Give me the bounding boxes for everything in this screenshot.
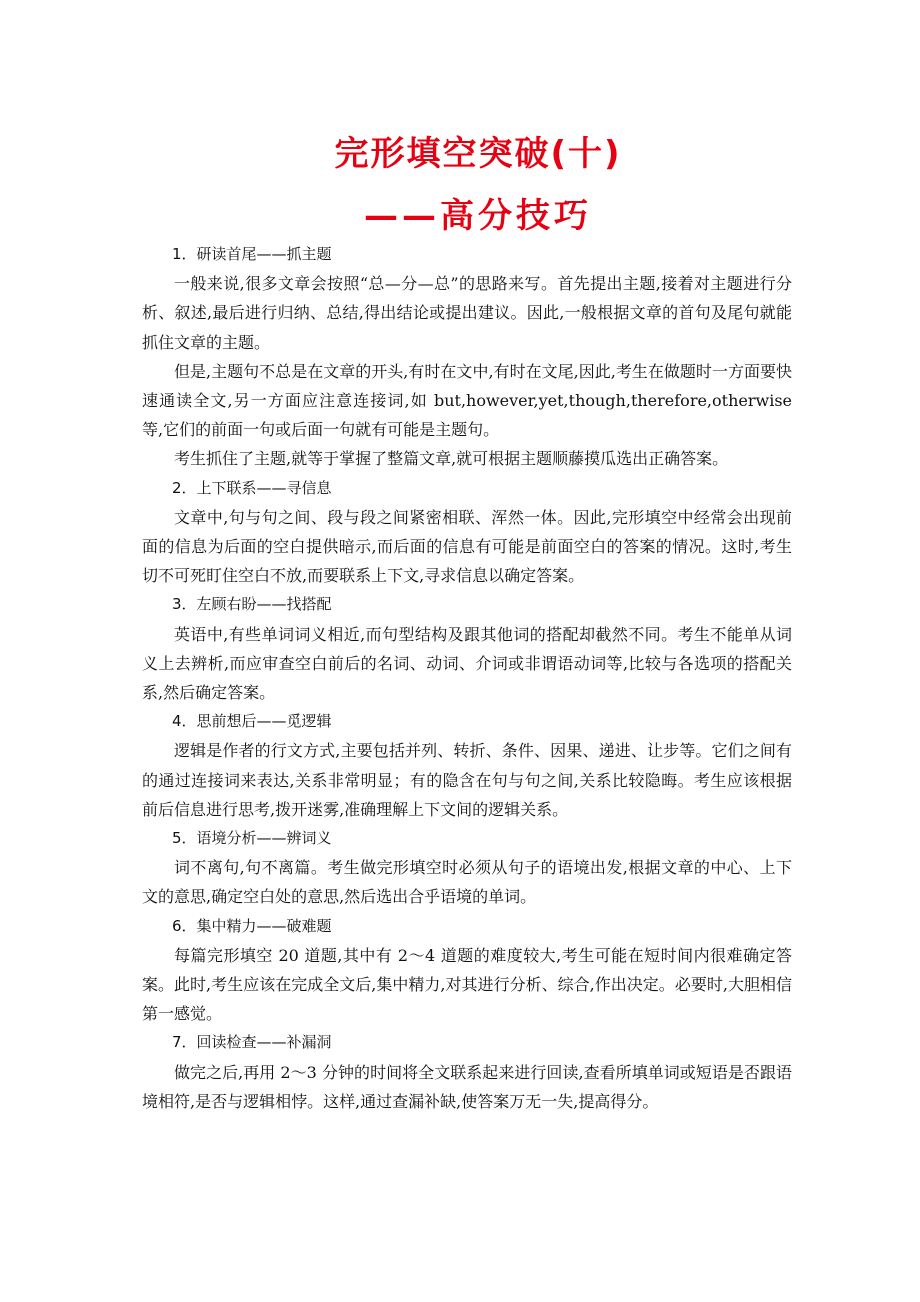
section-heading: 4．思前想后——觅逻辑 [172, 712, 332, 731]
document-subtitle: ——高分技巧 [364, 196, 592, 236]
document-body [142, 240, 792, 1116]
section-heading: 2．上下联系——寻信息 [172, 478, 332, 497]
section-2 [142, 474, 792, 591]
section-paragraph: 词不离句,句不离篇。考生做完形填空时必须从句子的语境出发,根据文章的中心、上下文的意思,确定空白处的意思,然后选出合乎语境的单词。 [142, 858, 792, 907]
section-heading: 7．回读检查——补漏洞 [172, 1033, 332, 1052]
section-heading: 3．左顾右盼——找搭配 [172, 595, 332, 614]
section-paragraph: 每篇完形填空 20 道题,其中有 2～4 道题的难度较大,考生可能在短时间内很难确定答案。此时,考生应该在完成全文后,集中精力,对其进行分析、综合,作出决定。必要时,大胆相信第一感觉。 [142, 945, 792, 1024]
section-3 [142, 590, 792, 707]
section-paragraph: 英语中,有些单词词义相近,而句型结构及跟其他词的搭配却截然不同。考生不能单从词义上去辨析,而应审查空白前后的名词、动词、介词或非谓语动词等,比较与各选项的搭配关系,然后确定答案。 [142, 624, 792, 703]
section-heading: 1．研读首尾——抓主题 [172, 245, 332, 263]
section-4 [142, 707, 792, 824]
section-6 [142, 912, 792, 1029]
section-heading: 6．集中精力——破难题 [172, 916, 332, 935]
document-title: 完形填空突破(十) [334, 134, 622, 174]
section-paragraph: 一般来说,很多文章会按照“总—分—总”的思路来写。首先提出主题,接着对主题进行分析、叙述,最后进行归纳、总结,得出结论或提出建议。因此,一般根据文章的首句及尾句就能抓住文章的主题。 [142, 274, 792, 352]
section-heading: 5．语境分析——辨词义 [172, 829, 332, 848]
section-7 [142, 1028, 792, 1116]
section-paragraph: 逻辑是作者的行文方式,主要包括并列、转折、条件、因果、递进、让步等。它们之间有的通过连接词来表达,关系非常明显；有的隐含在句与句之间,关系比较隐晦。考生应该根据前后信息进行思考,拨开迷雾,准确理解上下文间的逻辑关系。 [142, 741, 792, 819]
section-paragraph: 考生抓住了主题,就等于掌握了整篇文章,就可根据主题顺藤摸瓜选出正确答案。 [174, 449, 729, 469]
section-5 [142, 824, 792, 912]
section-paragraph: 但是,主题句不总是在文章的开头,有时在文中,有时在文尾,因此,考生在做题时一方面要快速通读全文,另一方面应注意连接词,如 but,however,yet,though,therefore,otherwise 等,它们的前面一句或后面一句就有可能是主题句。 [142, 361, 792, 440]
section-1 [142, 240, 792, 474]
section-paragraph: 做完之后,再用 2～3 分钟的时间将全文联系起来进行回读,查看所填单词或短语是否跟语境相符,是否与逻辑相悖。这样,通过查漏补缺,使答案万无一失,提高得分。 [142, 1062, 792, 1111]
section-paragraph: 文章中,句与句之间、段与段之间紧密相联、浑然一体。因此,完形填空中经常会出现前面的信息为后面的空白提供暗示,而后面的信息有可能是前面空白的答案的情况。这时,考生切不可死盯住空白不放,而要联系上下文,寻求信息以确定答案。 [142, 507, 792, 586]
